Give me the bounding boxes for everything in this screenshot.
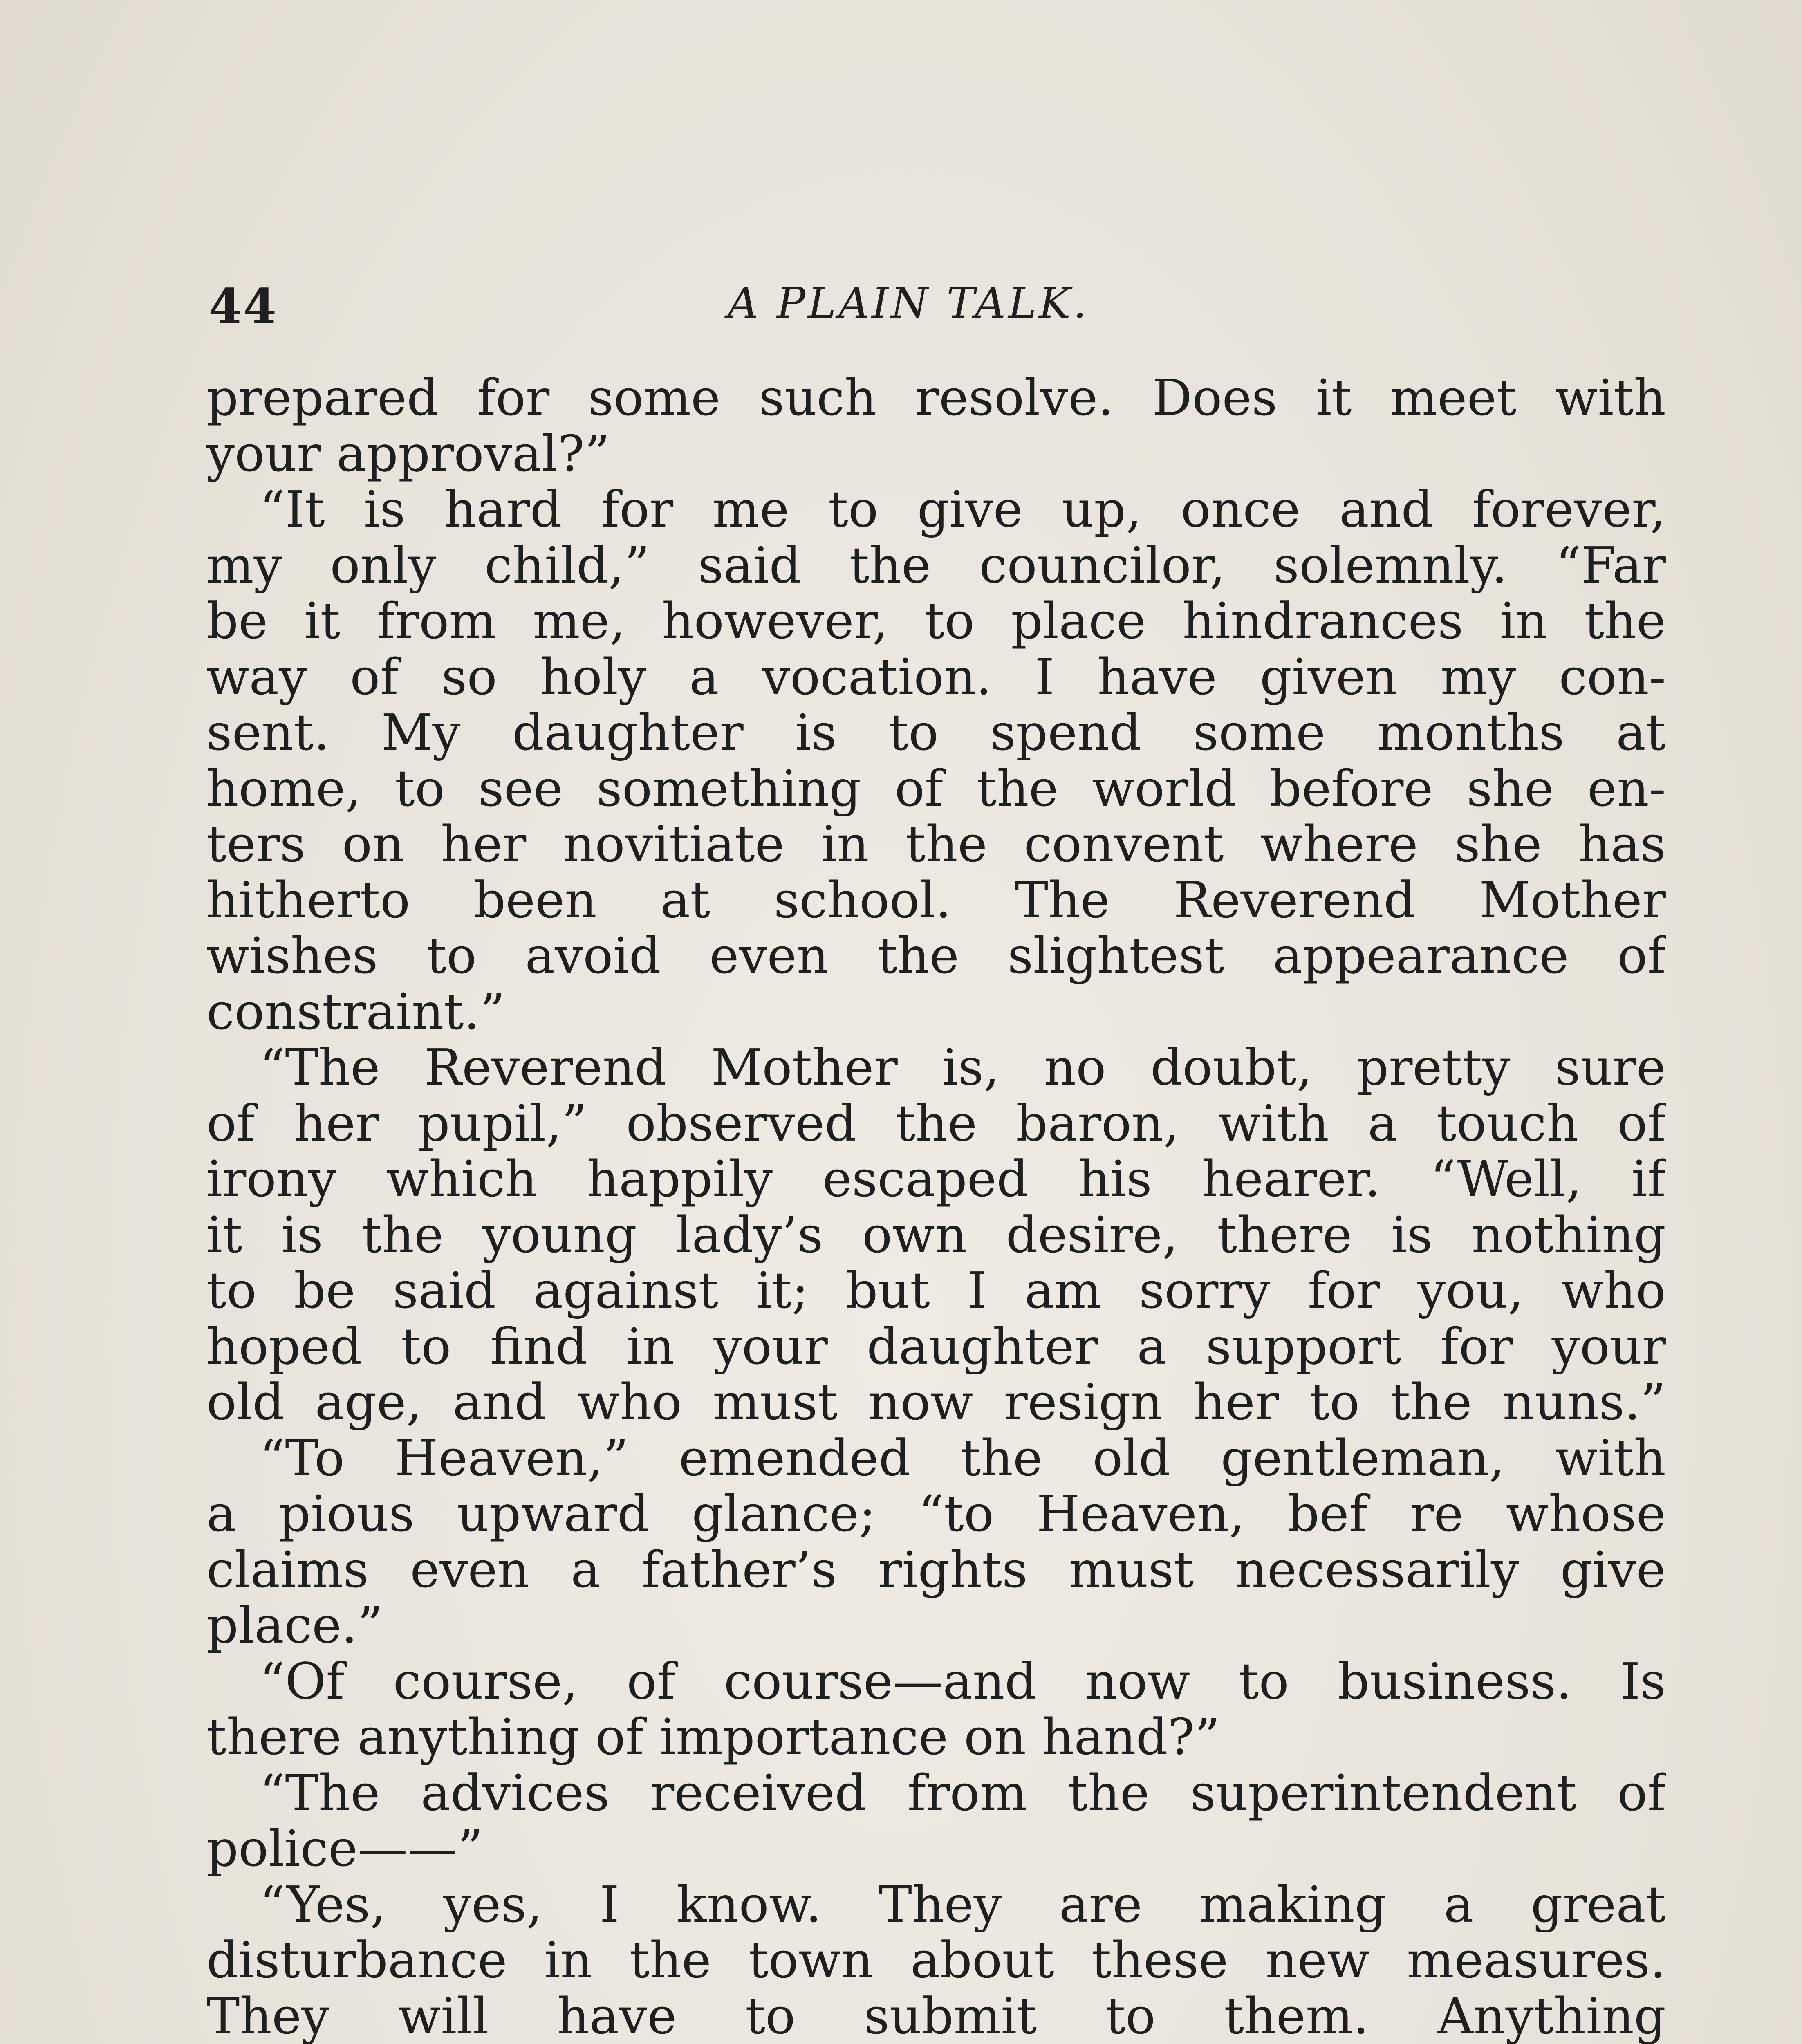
text-line: home, to see something of the world before she en- [206,760,1666,816]
text-line: your approval?” [206,426,610,482]
text-line: wishes to avoid even the slightest appearance of [206,928,1666,984]
text-line: “It is hard for me to give up, once and forever, [260,482,1666,538]
page-number: 44 [208,278,278,335]
text-line: it is the young lady’s own desire, there is nothing [206,1207,1666,1263]
text-line: They will have to submit to them. Anything [206,1988,1666,2044]
text-line: claims even a father’s rights must necessarily give [206,1542,1666,1598]
text-line: of her pupil,” observed the baron, with a touch of [206,1095,1666,1151]
text-line: “To Heaven,” emended the old gentleman, with [260,1430,1666,1486]
text-line: sent. My daughter is to spend some months at [206,705,1666,761]
text-line: my only child,” said the councilor, solemnly. “Far [206,537,1666,593]
text-line: police——” [206,1821,483,1877]
text-line: be it from me, however, to place hindrances in the [206,593,1666,649]
text-line: “Yes, yes, I know. They are making a great [260,1876,1666,1932]
text-line: “Of course, of course—and now to business. Is [260,1653,1666,1709]
running-head [208,278,1664,335]
text-line: “The Reverend Mother is, no doubt, pretty sure [260,1040,1666,1096]
book-title: A PLAIN TALK. [728,278,1089,328]
text-line: irony which happily escaped his hearer. “Well, if [206,1151,1666,1207]
text-line: a pious upward glance; “to Heaven, bef re whose [206,1486,1666,1542]
text-line: hitherto been at school. The Reverend Mother [206,872,1666,928]
text-line: constraint.” [206,984,505,1040]
text-line: prepared for some such resolve. Does it meet with [206,370,1666,426]
text-line: “The advices received from the superintendent of [260,1765,1666,1821]
text-line: there anything of importance on hand?” [206,1709,1220,1765]
text-line: hoped to find in your daughter a support for your [206,1318,1666,1374]
text-line: old age, and who must now resign her to the nuns.” [206,1374,1666,1430]
text-line: place.” [206,1598,383,1654]
text-line: to be said against it; but I am sorry for you, who [206,1263,1666,1319]
body-text [206,370,1666,2044]
text-line: ters on her novitiate in the convent where she has [206,816,1666,872]
text-line: way of so holy a vocation. I have given my con- [206,649,1666,705]
text-line: disturbance in the town about these new measures. [206,1932,1666,1988]
